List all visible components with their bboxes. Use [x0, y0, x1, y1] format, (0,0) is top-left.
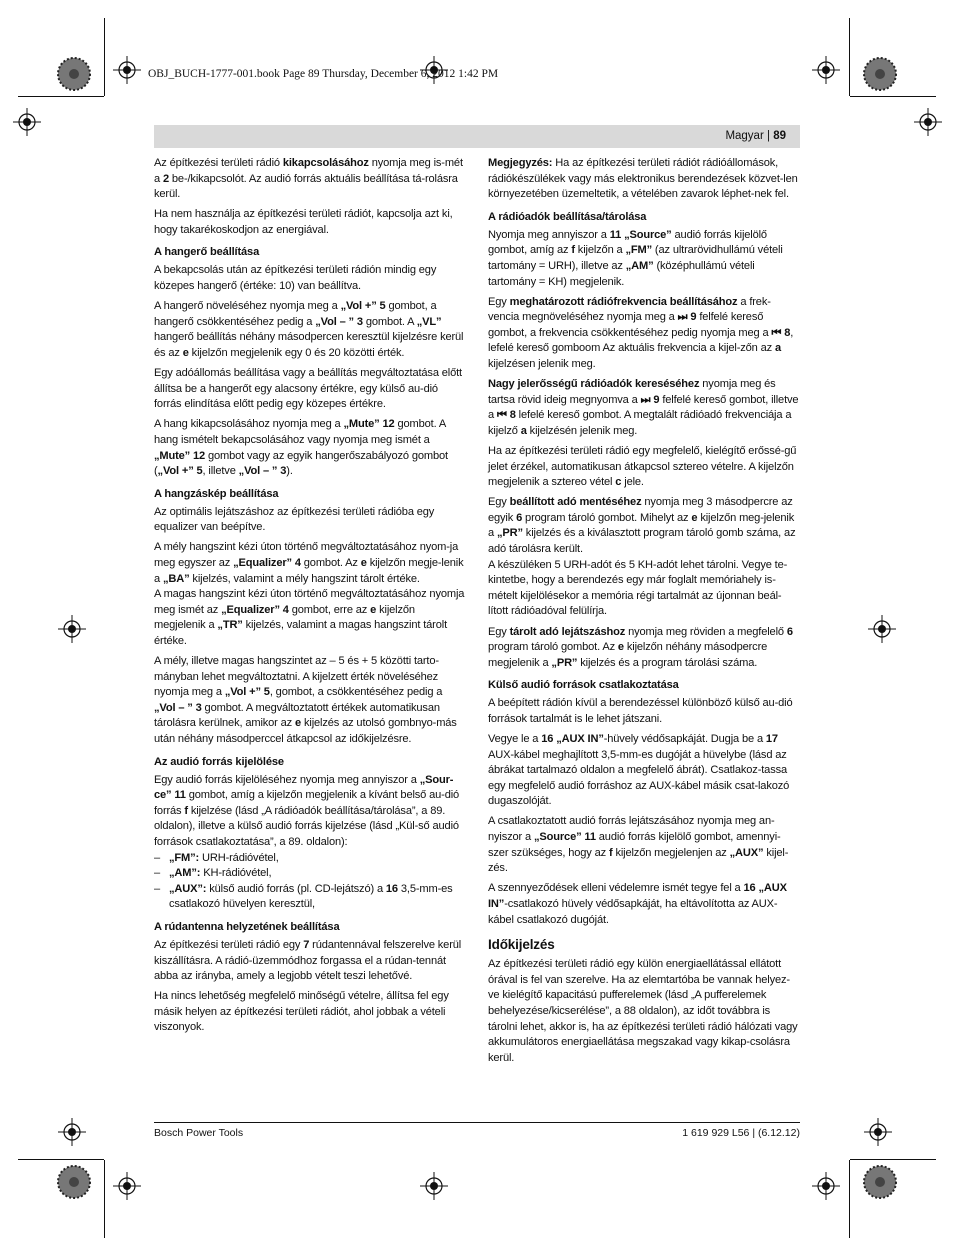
page-header: [154, 125, 800, 148]
paragraph: A mély, illetve magas hangszintet az – 5 és + 5 közötti tarto-mányban lehet megváltoztatni. A kijelzett érték növeléséhez nyomja meg a „Vol +” 5, gombot, a csökkentéséhez pedig a „Vol – ” 3 gombot. A megváltoztatott értékek automatikusan tárolásra kerülnek, amikor az e kijelzés az utolsó gombnyo-más után néhány másodperccel átkapcsol az időkijelzésre.: [154, 655, 457, 745]
paragraph: Ha nem használja az építkezési területi rádiót, kapcsolja azt ki, hogy takarékoskodjon az energiával.: [154, 208, 453, 236]
list-item: – „AUX”: külső audió forrás (pl. CD-lejátszó) a 16 3,5-mm-es csatlakozó hüvelyen keresztül,: [154, 882, 453, 911]
footer-rule: [154, 1122, 800, 1123]
color-wheel-icon: [56, 1164, 92, 1200]
paragraph: Ha nincs lehetőség megfelelő minőségű vételre, állítsa fel egy másik helyen az építkezési területi rádiót, ahol jobbak a vételi viszonyok.: [154, 990, 449, 1034]
section-heading: A rádióadók beállítása/tárolása: [488, 210, 647, 223]
paragraph: Egy beállított adó mentéséhez nyomja meg 3 másodpercre az egyik 6 program tároló gombot. Mihelyt az e kijelzőn meg-jelenik a „PR” kijelzés és a kiválasztott program tároló gomb száma, az adó tárolásra került.: [488, 496, 796, 556]
paragraph: A mély hangszint kézi úton történő megváltoztatásához nyom-ja meg egyszer az „Equalizer” 4 gombot. Az e kijelzőn megje-lenik a „BA” kijelzés, valamint a mély hangszint tárolt értéke.: [154, 541, 464, 585]
color-wheel-icon: [56, 56, 92, 92]
left-column: [154, 156, 465, 1041]
paragraph: A készüléken 5 URH-adót és 5 KH-adót lehet tárolni. Vegye te-kintetbe, hogy a berendezés egy már foglalt memóriahely is-mételt kijelölésekor a memória régi tartalmát az újonnan beál-lított rádióadóval felülírja.: [488, 558, 788, 618]
section-heading: Az audió forrás kijelölése: [154, 755, 284, 768]
paragraph: Az építkezési területi rádió egy 7 rúdantennával felszerelve kerül kiszállításra. A rádió-üzemmódhoz forgassa el a rúdan-tennát abba az irányba, amely a legjobb vételt teszi lehetővé.: [154, 938, 462, 983]
registration-mark-icon: [812, 56, 840, 84]
paragraph: A csatlakoztatott audió forrás lejátszásához nyomja meg an-nyiszor a „Source” 11 audió forrás kijelölő gombot, amennyi-szer szükséges, hogy az f kijelzőn megjelenjen az „AUX” kijel-zés.: [488, 815, 789, 875]
crop-line: [104, 18, 105, 96]
crop-line: [849, 18, 850, 96]
paragraph: A beépített rádión kívül a berendezéssel különböző külső au-dió források tartalmát is le lehet játszani.: [488, 697, 793, 725]
right-column: [488, 156, 799, 1071]
source-list: [154, 851, 465, 913]
paragraph: Az építkezési területi rádió egy külön energiaellátással ellátott órával is fel van szerelve. Ha az elemtartóba be vannak helyez-ve kielégítő kapacitású pufferelemek (lásd „A pufferelemek behelyezése/kicserélése”, a 88 oldalon), az időt továbbra is tárolni lehet, akkor is, ha az építkezési területi rádió hálózati vagy akkumulátoros energiaellátása megszakad vagy kikap-csolásra kerül.: [488, 958, 798, 1064]
paragraph: Vegye le a 16 „AUX IN”-hüvely védősapkáját. Dugja be a 17 AUX-kábel meghajlított 3,5-mm-es dugóját a hüvelybe (lásd az ábrákat tartalmazó oldalon a megfelelő ábrát). Csatlakoz-tassa egy megfelelő audió forráshoz az AUX-kábel másik csat-lakozó dugaszolóját.: [488, 733, 790, 808]
paragraph: Nyomja meg annyiszor a 11 „Source” audió forrás kijelölő gombot, amíg az f kijelzőn a „FM” (az ultrarövidhullámú vételi tartomány = URH), illetve az „AM” (középhullámú vételi tartomány = KH) megjelenik.: [488, 228, 783, 288]
crop-line: [850, 96, 936, 97]
paragraph: A bekapcsolás után az építkezési területi rádión mindig egy közepes hangerő (értéke: 10) van beállítva.: [154, 264, 437, 293]
paragraph: Ha az építkezési területi rádió egy megfelelő, kielégítő erőssé-gű jelet érzékel, automatikusan átkapcsol sztereo vételre. A kijelzőn megjelenik a sztereo vétel c jele.: [488, 445, 797, 489]
crop-line: [18, 1159, 104, 1160]
crop-line: [849, 1160, 850, 1238]
color-wheel-icon: [862, 56, 898, 92]
registration-mark-icon: [13, 108, 41, 136]
registration-mark-icon: [812, 1172, 840, 1200]
note-paragraph: Megjegyzés: Ha az építkezési területi rádiót rádióállomások, rádiókészülékek vagy más elektronikus berendezések közvet-len környezetében üzemeltetik, a vételében zavarok léphet-nek fel.: [488, 157, 798, 201]
paragraph: A hangerő növeléséhez nyomja meg a „Vol +” 5 gombot, a hangerő csökkentéséhez pedig a „Vol – ” 3 gombot. A „VL” hangerő beállítás néhány másodpercen keresztül kijelzésre kerül és az e kijelzőn megjelenik egy 0 és 20 közötti érték.: [154, 300, 464, 359]
paragraph: Egy audió forrás kijelöléséhez nyomja meg annyiszor a „Sour-ce” 11 gombot, amíg a kijelzőn megjelenik a kívánt belső au-dió forrás f kijelzése (lásd „A rádióadók beállítása/tárolása”, a 89. oldalon), illetve a külső audió forrás kijelzése (lásd „Kül-ső audió források csatlakoztatása”, a 89. oldalon):: [154, 773, 460, 848]
registration-mark-icon: [420, 1172, 448, 1200]
section-heading: A hangerő beállítása: [154, 246, 260, 259]
paragraph: Egy meghatározott rádiófrekvencia beállításához a frek-vencia megnöveléséhez nyomja meg a ⏭ 9 felfelé kereső gombot, a frekvencia csökkentéséhez pedig nyomja meg a ⏮ 8, lefelé kereső gomboom Az aktuális frekvencia a kijel-zőn az a kijelzésen jelenik meg.: [488, 295, 794, 371]
footer-brand: Bosch Power Tools: [154, 1127, 244, 1139]
registration-mark-icon: [868, 615, 896, 643]
crop-line: [104, 1160, 105, 1238]
registration-mark-icon: [864, 1118, 892, 1146]
page-header-text: [725, 130, 786, 142]
book-info-line: OBJ_BUCH-1777-001.book Page 89 Thursday, December 6, 2012 1:42 PM: [148, 68, 499, 80]
section-heading: Külső audió források csatlakoztatása: [488, 679, 679, 692]
paragraph: A magas hangszint kézi úton történő megváltoztatásához nyomja meg ismét az „Equalizer” 4 gombot, erre az e kijelzőn megjelenik a „TR” kijelzés, valamint a magas hangszint tárolt értéke.: [154, 588, 465, 647]
list-item: – „AM”: KH-rádióvétel,: [154, 867, 272, 880]
registration-mark-icon: [113, 1172, 141, 1200]
footer-doc-number: 1 619 929 L56 | (6.12.12): [682, 1127, 800, 1139]
paragraph: A szennyeződések elleni védelemre ismét tegye fel a 16 „AUX IN”-csatlakozó hüvely védősapkáját, ha eltávolította az AUX-kábel csatlakozó dugóját.: [488, 882, 787, 926]
registration-mark-icon: [58, 1118, 86, 1146]
section-heading-large: Időkijelzés: [488, 937, 555, 953]
header-separator: |: [767, 130, 770, 142]
crop-line: [850, 1159, 936, 1160]
paragraph: Az építkezési területi rádió kikapcsolásához nyomja meg is-mét a 2 be-/kikapcsolót. Az audió forrás aktuális beállítása tá-rolásra kerül.: [154, 157, 463, 201]
paragraph: Egy adóállomás beállítása vagy a beállítás megváltoztatása előtt állítsa be a hangerőt egy alacsony értékre, egy külső au-dió forrás elindítása előtt pedig egy közepes értékre.: [154, 367, 462, 411]
list-item: – „FM”: URH-rádióvétel,: [154, 851, 279, 864]
section-heading: A rúdantenna helyzetének beállítása: [154, 920, 340, 933]
color-wheel-icon: [862, 1164, 898, 1200]
crop-line: [18, 96, 104, 97]
registration-mark-icon: [113, 56, 141, 84]
section-heading: A hangzáskép beállítása: [154, 487, 279, 500]
paragraph: Egy tárolt adó lejátszáshoz nyomja meg röviden a megfelelő 6 program tároló gombot. Az e kijelzőn néhány másodpercre megjelenik a „PR” kijelzés és a program tárolási száma.: [488, 625, 793, 669]
registration-mark-icon: [58, 615, 86, 643]
paragraph: Nagy jelerősségű rádióadók kereséséhez nyomja meg és tartsa rövid ideig megnyomva a ⏭ 9 felfelé kereső gombot, illetve a ⏮ 8 lefelé kereső gombot. A megtalált rádióadó frekvenciája a kijelző a kijelzésén jelenik meg.: [488, 378, 799, 437]
language-label: Magyar: [725, 130, 764, 142]
paragraph: A hang kikapcsolásához nyomja meg a „Mute” 12 gombot. A hang ismételt bekapcsolásához vagy nyomja meg ismét a „Mute” 12 gombot vagy az egyik hangerőszabályozó gombot („Vol +” 5, illetve „Vol – ” 3).: [154, 418, 448, 478]
page-number: 89: [773, 130, 786, 142]
paragraph: Az optimális lejátszáshoz az építkezési területi rádióba egy equalizer van beépítve.: [154, 505, 435, 534]
registration-mark-icon: [914, 108, 942, 136]
